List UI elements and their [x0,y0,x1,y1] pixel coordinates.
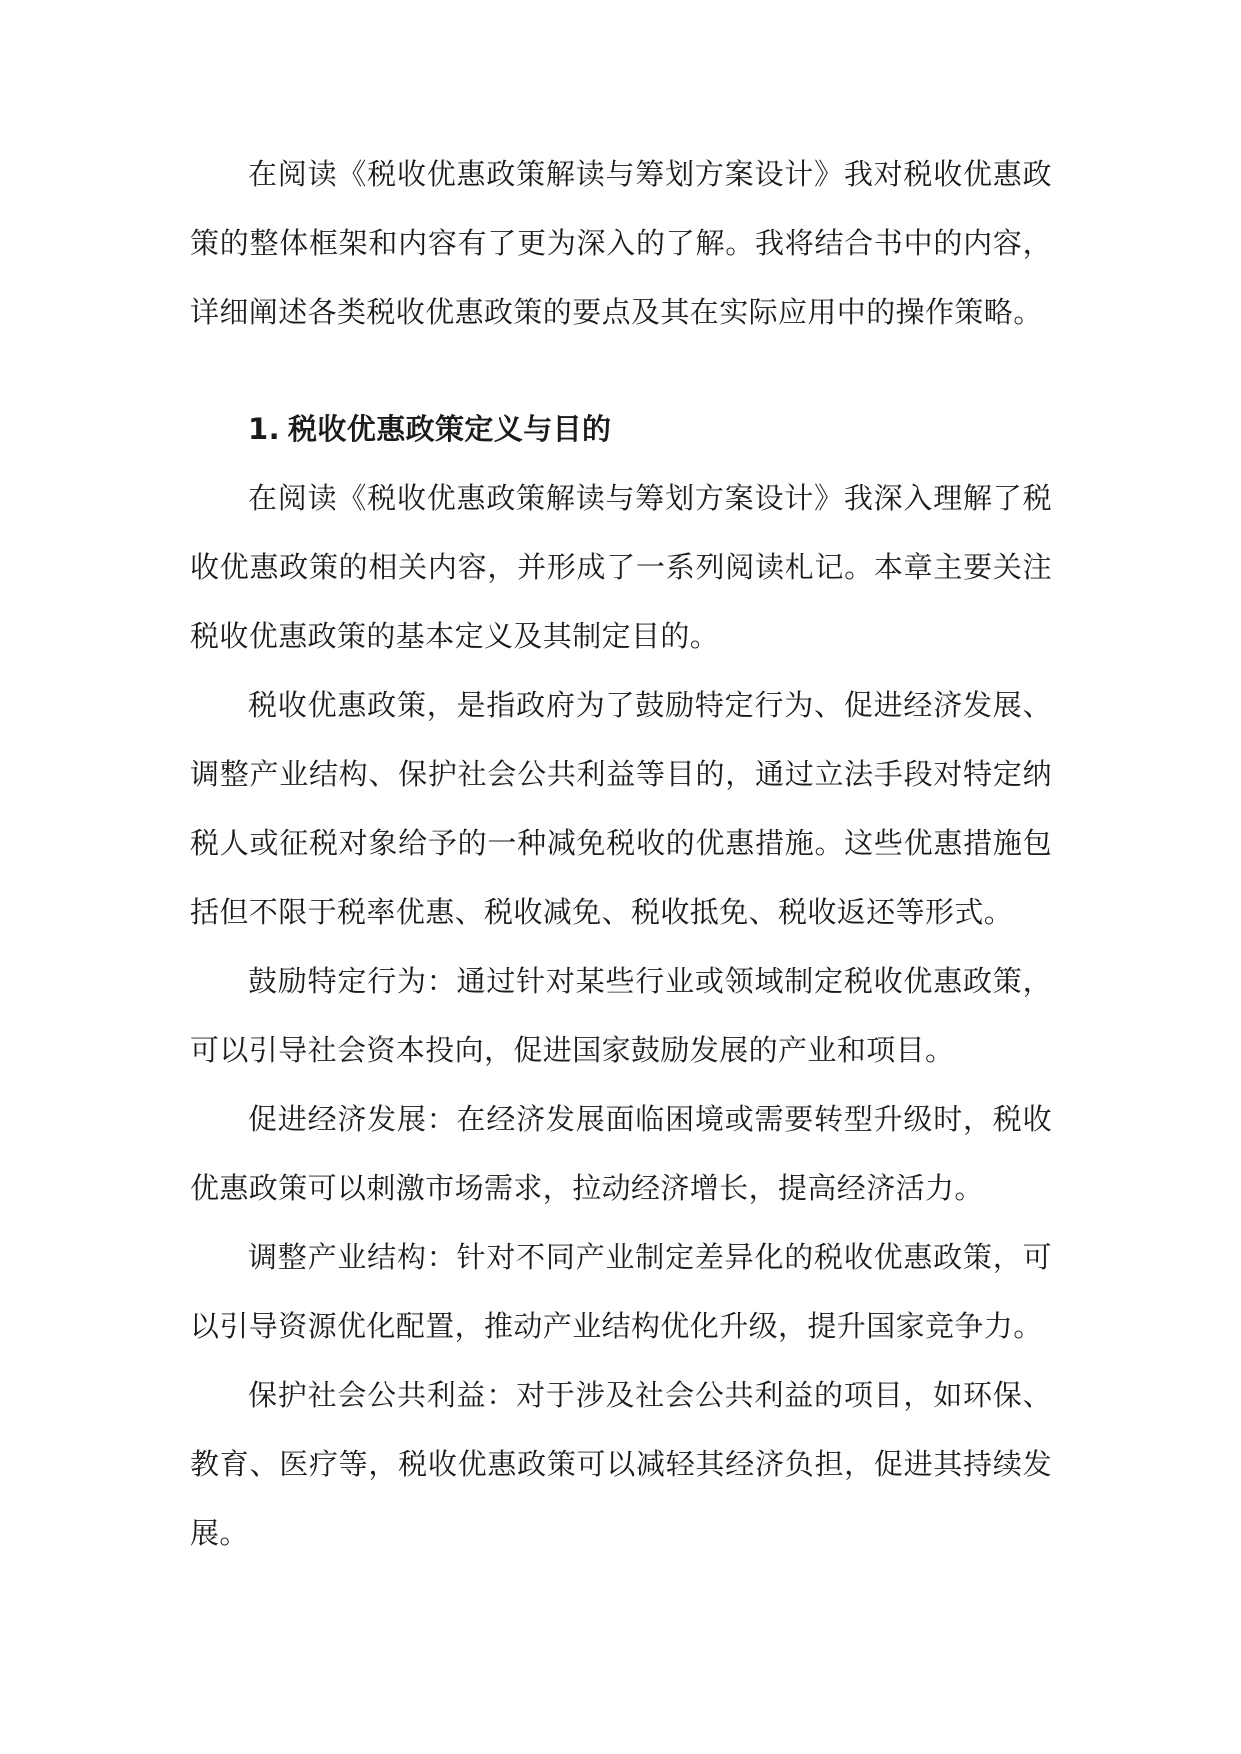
body-paragraph-5: 调整产业结构：针对不同产业制定差异化的税收优惠政策，可以引导资源优化配置，推动产业结构优化升级，提升国家竞争力。 [190,1240,1052,1343]
body-paragraph-6: 保护社会公共利益：对于涉及社会公共利益的项目，如环保、教育、医疗等，税收优惠政策可以减轻其经济负担，促进其持续发展。 [190,1378,1052,1550]
section-spacer [190,347,1052,395]
body-paragraph-4: 促进经济发展：在经济发展面临困境或需要转型升级时，税收优惠政策可以刺激市场需求，拉动经济增长，提高经济活力。 [190,1102,1052,1205]
section-number: 1. [248,412,280,446]
body-paragraph-3: 鼓励特定行为：通过针对某些行业或领域制定税收优惠政策，可以引导社会资本投向，促进国家鼓励发展的产业和项目。 [190,964,1052,1067]
document-body [190,140,1052,1568]
body-paragraph-1: 在阅读《税收优惠政策解读与筹划方案设计》我深入理解了税收优惠政策的相关内容，并形成了一系列阅读札记。本章主要关注税收优惠政策的基本定义及其制定目的。 [190,481,1052,653]
body-paragraph-2: 税收优惠政策，是指政府为了鼓励特定行为、促进经济发展、调整产业结构、保护社会公共利益等目的，通过立法手段对特定纳税人或征税对象给予的一种减免税收的优惠措施。这些优惠措施包括但不限于税率优惠、税收减免、税收抵免、税收返还等形式。 [190,688,1052,929]
section-title: 税收优惠政策定义与目的 [288,412,612,446]
section-heading [190,395,1052,464]
intro-paragraph: 在阅读《税收优惠政策解读与筹划方案设计》我对税收优惠政策的整体框架和内容有了更为深入的了解。我将结合书中的内容，详细阐述各类税收优惠政策的要点及其在实际应用中的操作策略。 [190,157,1052,329]
